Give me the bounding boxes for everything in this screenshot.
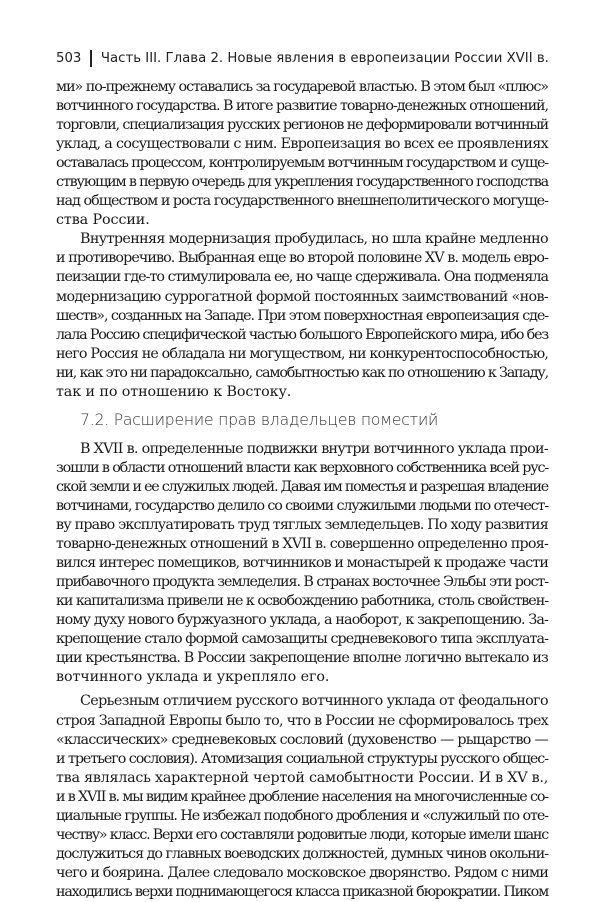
text-line: него Россия не обладала ни могуществом, ни конкурентоспособностью, [56, 345, 549, 362]
text-line: уклад, а сосуществовали с ним. Европеизация во всех ее проявлениях [56, 136, 548, 153]
text-line: чего и боярина. Далее следовало московское дворянство. Рядом с ними [56, 864, 549, 881]
text-line: вотчинного государства. В итоге развитие товарно-денежных отношений, [56, 98, 548, 115]
text-line: пеизации где-то стимулировала ее, но чаще сдерживала. Она подменяла [56, 269, 549, 286]
paragraph-4 [56, 692, 548, 902]
text-line: и в XVII в. мы видим крайнее дробление населения на многочисленные со- [56, 788, 548, 805]
text-line: вился интерес помещиков, вотчинников и монастырей к продаже части [56, 555, 548, 572]
text-line: дослужиться до главных воеводских должностей, думных чинов окольни- [56, 845, 549, 862]
paragraph-3 [56, 440, 548, 688]
text-line: лала Россию специфической частью большого Европейского мира, ибо без [56, 326, 549, 343]
body-text [56, 78, 548, 902]
text-line: вотчинного уклада и укрепляло его. [56, 669, 330, 686]
text-line: ции крестьянства. В России закрепощение вполне логично вытекало из [56, 650, 548, 667]
text-line: вотчинами, государство делило со своими служилыми людьми по отечест- [56, 497, 548, 514]
text-line: строя Западной Европы было то, что в России не сформировалось трех [56, 712, 548, 729]
text-line: ства России. [56, 212, 150, 229]
text-line: ми» по-прежнему оставались за государевой властью. В этом был «плюс» [56, 79, 548, 95]
text-line: оставалась процессом, контролируемым вотчинным государством и суще- [56, 155, 548, 172]
text-line: над обществом и роста государственного внешнеполитического могуще- [56, 193, 548, 210]
text-line: Внутренняя модернизация пробудилась, но шла крайне медленно [80, 231, 549, 248]
text-line: ствующим в первую очередь для укрепления государственного господства [56, 174, 548, 191]
section-heading: 7.2. Расширение прав владельцев поместий [80, 410, 439, 429]
running-title: Часть III. Глава 2. Новые явления в европеизации России XVII в. [100, 51, 549, 66]
text-line: модернизацию суррогатной формой постоянных заимствований «нов- [56, 288, 548, 305]
text-line: зошли в области отношений власти как верховного собственника всей рус- [56, 459, 548, 476]
paragraph-2 [56, 230, 548, 401]
running-header [56, 50, 560, 67]
page-number: 503 [56, 51, 82, 66]
text-line: «классических» средневековых сословий (духовенство — рыцарство — [56, 731, 549, 748]
text-line: находились верхи поднимающегося класса приказной бюрократии. Пиком [56, 883, 549, 900]
text-line: прибавочного продукта земледелия. В странах восточнее Эльбы эти рост- [56, 574, 548, 591]
text-line: ву право эксплуатировать труд тяглых земледельцев. По ходу развития [56, 517, 548, 534]
text-line: ному духу нового буржуазного уклада, а наоборот, к закрепощению. За- [56, 612, 548, 629]
text-line: ни, как это ни парадоксально, самобытностью как по отношению к Западу, [56, 364, 548, 381]
text-line: так и по отношению к Востоку. [56, 383, 292, 400]
text-line: тва являлась характерной чертой самобытности России. И в XV в., [56, 769, 549, 786]
header-divider [90, 50, 92, 67]
text-line: ской земли и ее служилых людей. Давая им поместья и разрешая владение [56, 478, 548, 495]
text-line: шеств», созданных на Западе. При этом поверхностная европеизация сде- [56, 307, 548, 324]
text-line: честву» класс. Верхи его составляли родовитые люди, которые имели шанс [56, 826, 548, 843]
text-line: крепощение стало формой самозащиты средневекового типа эксплуата- [56, 631, 549, 648]
text-line: ки капитализма привели не к освобождению работника, столь свойствен- [56, 593, 548, 610]
text-line: Серьезным отличием русского вотчинного уклада от феодального [80, 693, 548, 710]
text-line: товарно-денежных отношений в XVII в. совершенно определенно проя- [56, 536, 548, 553]
text-line: циальные группы. Не избежал подобного дробления и «служилый по оте- [56, 807, 548, 824]
paragraph-1 [56, 78, 548, 230]
text-line: и противоречиво. Выбранная еще во второй половине XV в. модель евро- [56, 250, 548, 267]
text-line: В XVII в. определенные подвижки внутри вотчинного уклада прои- [80, 440, 549, 457]
text-line: и третьего сословия). Атомизация социальной структуры русского общес- [56, 750, 548, 767]
text-line: торговли, специализация русских регионов не деформировали вотчинный [56, 117, 549, 134]
